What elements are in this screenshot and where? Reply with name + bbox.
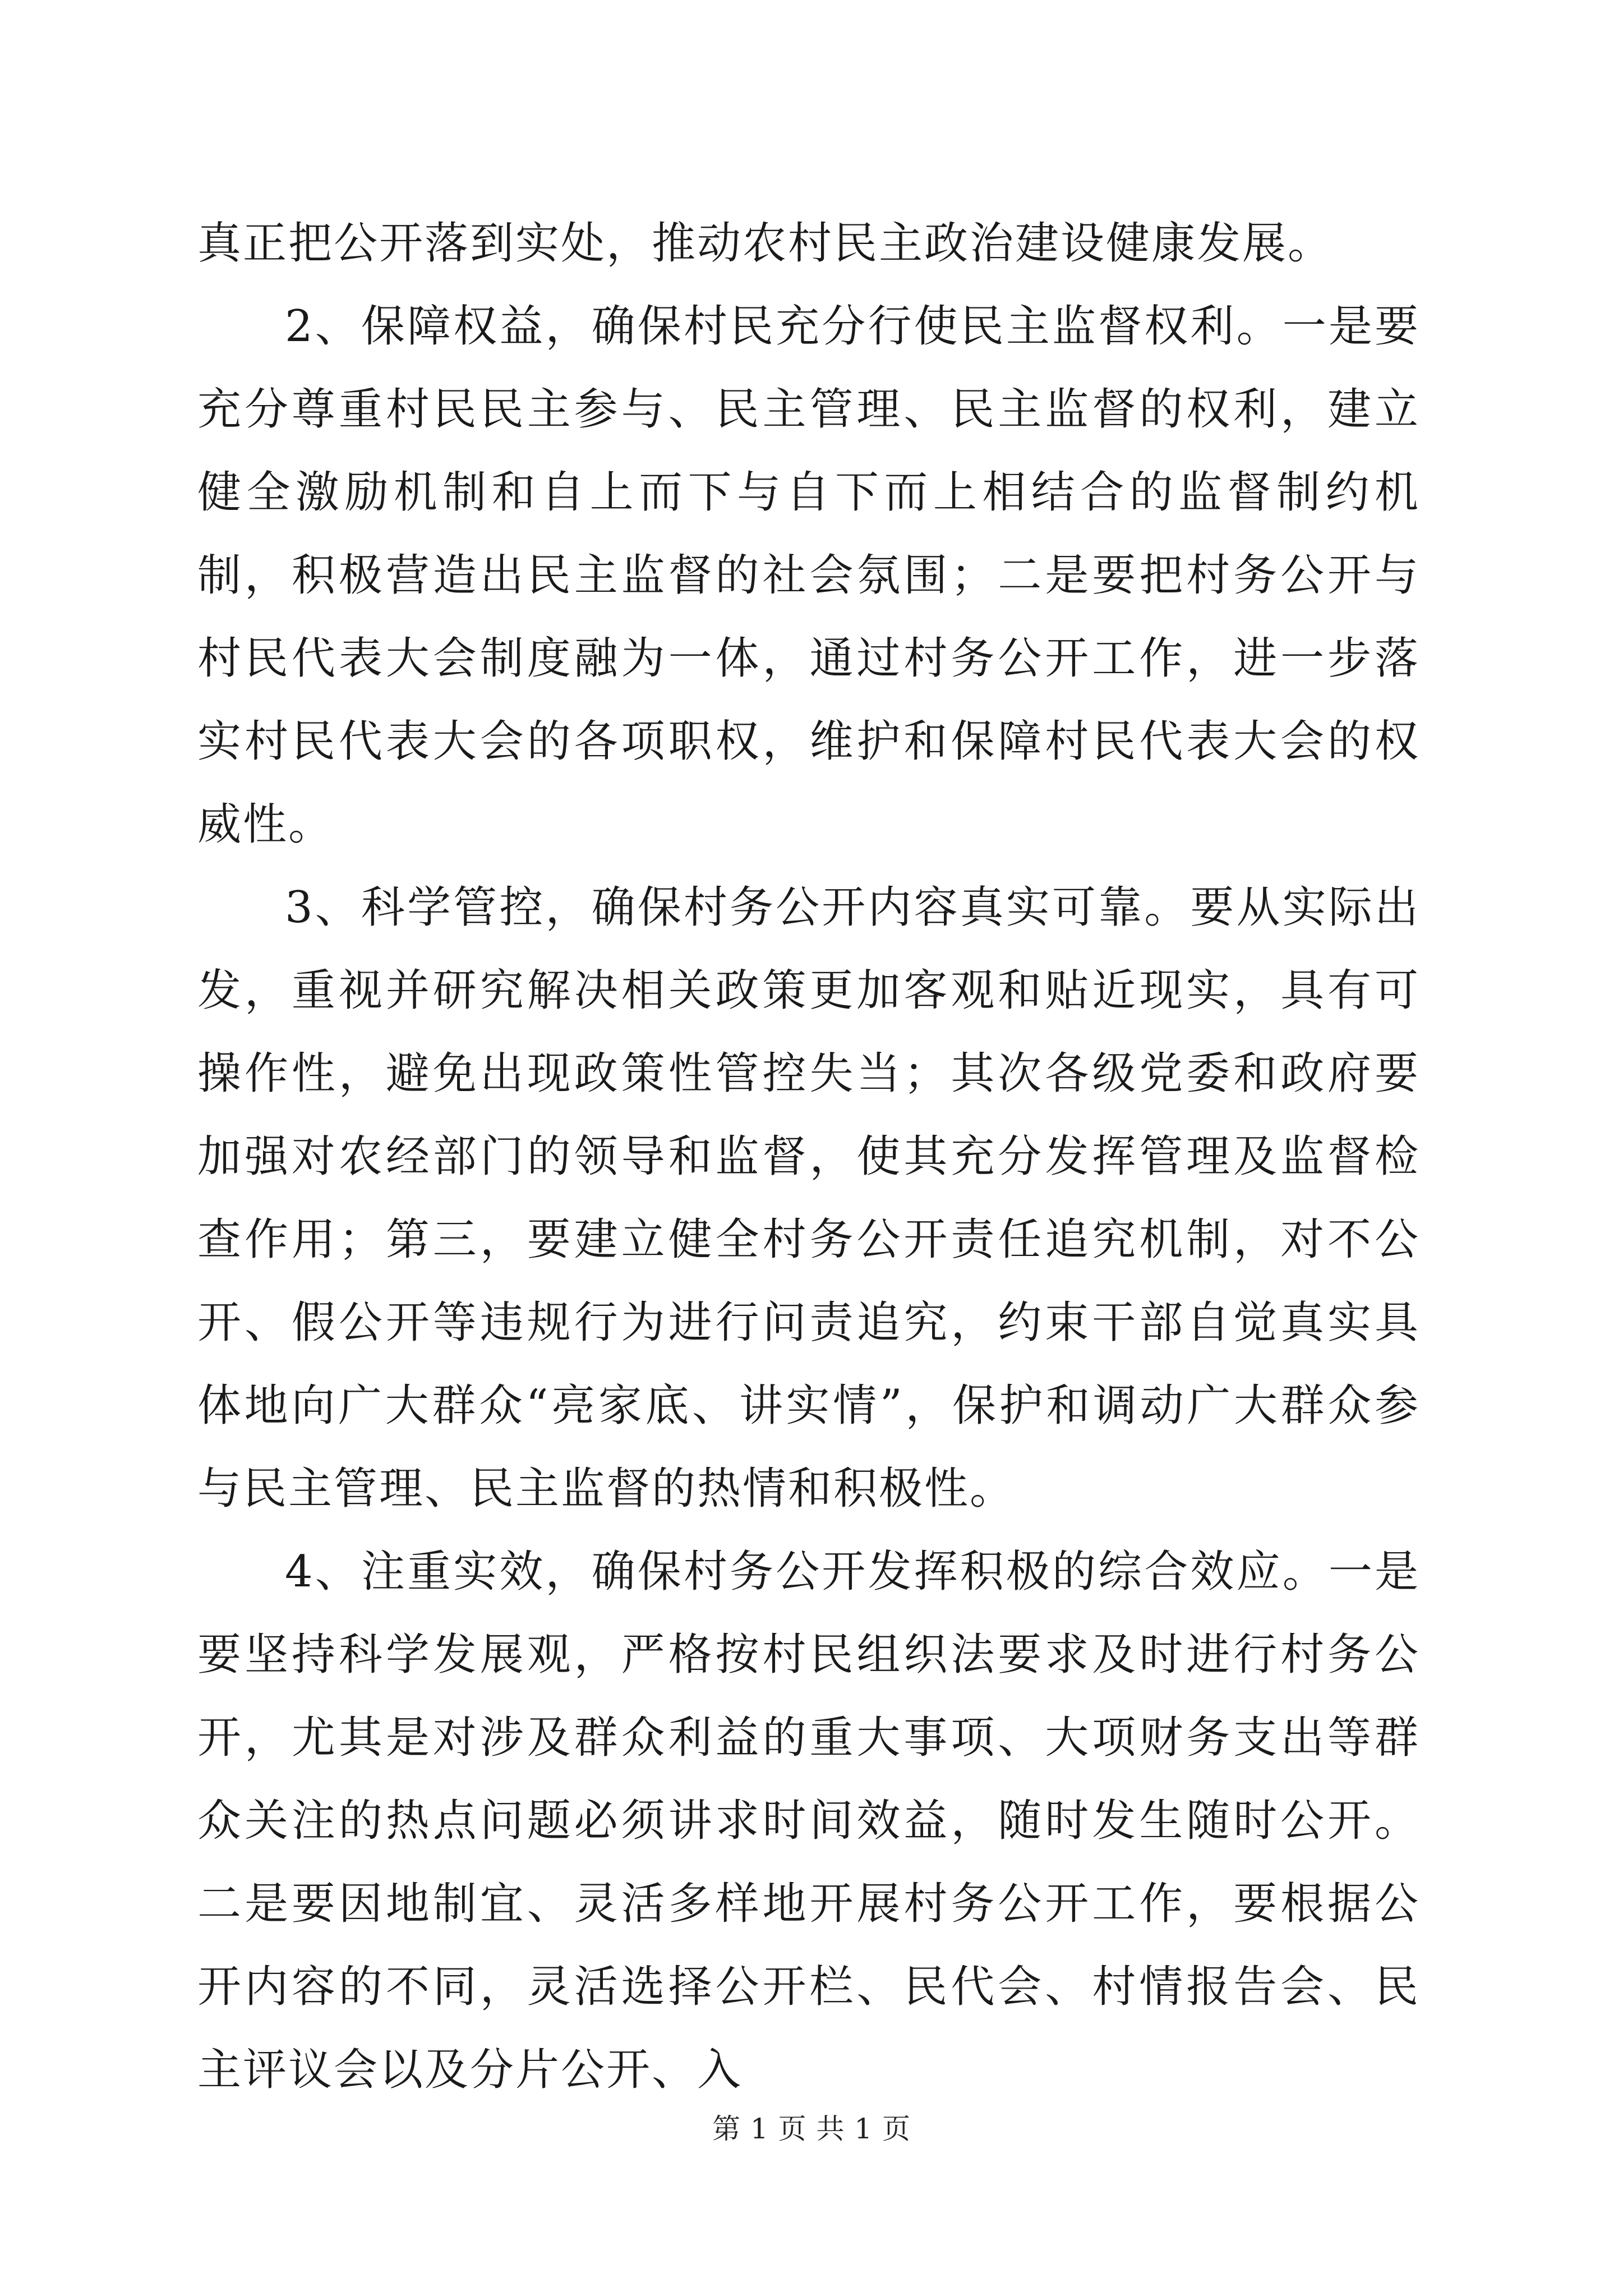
page-number-label: 第 1 页 共 1 页 — [712, 2113, 911, 2145]
paragraph-2: 2、保障权益，确保村民充分行使民主监督权利。一是要充分尊重村民民主参与、民主管理、民主监督的权利，建立健全激励机制和自上而下与自下而上相结合的监督制约机制，积极营造出民主监督的社会氛围；二是要把村务公开与村民代表大会制度融为一体，通过村务公开工作，进一步落实村民代表大会的各项职权，维护和保障村民代表大会的权威性。 — [197, 301, 1420, 850]
page-footer — [0, 2109, 1623, 2148]
body-text — [197, 202, 1420, 2111]
paragraph-4: 4、注重实效，确保村务公开发挥积极的综合效应。一是要坚持科学发展观，严格按村民组织法要求及时进行村务公开，尤其是对涉及群众利益的重大事项、大项财务支出等群众关注的热点问题必须讲求时间效益，随时发生随时公开。二是要因地制宜、灵活多样地开展村务公开工作，要根据公开内容的不同，灵活选择公开栏、民代会、村情报告会、民主评议会以及分片公开、入 — [197, 1547, 1420, 2095]
paragraph-1: 真正把公开落到实处，推动农村民主政治建设健康发展。 — [197, 218, 1334, 269]
paragraph-3: 3、科学管控，确保村务公开内容真实可靠。要从实际出发，重视并研究解决相关政策更加客观和贴近现实，具有可操作性，避免出现政策性管控失当；其次各级党委和政府要加强对农经部门的领导和监督，使其充分发挥管理及监督检查作用；第三，要建立健全村务公开责任追究机制，对不公开、假公开等违规行为进行问责追究，约束干部自觉真实具体地向广大群众“亮家底、讲实情”，保护和调动广大群众参与民主管理、民主监督的热情和积极性。 — [197, 882, 1420, 1514]
